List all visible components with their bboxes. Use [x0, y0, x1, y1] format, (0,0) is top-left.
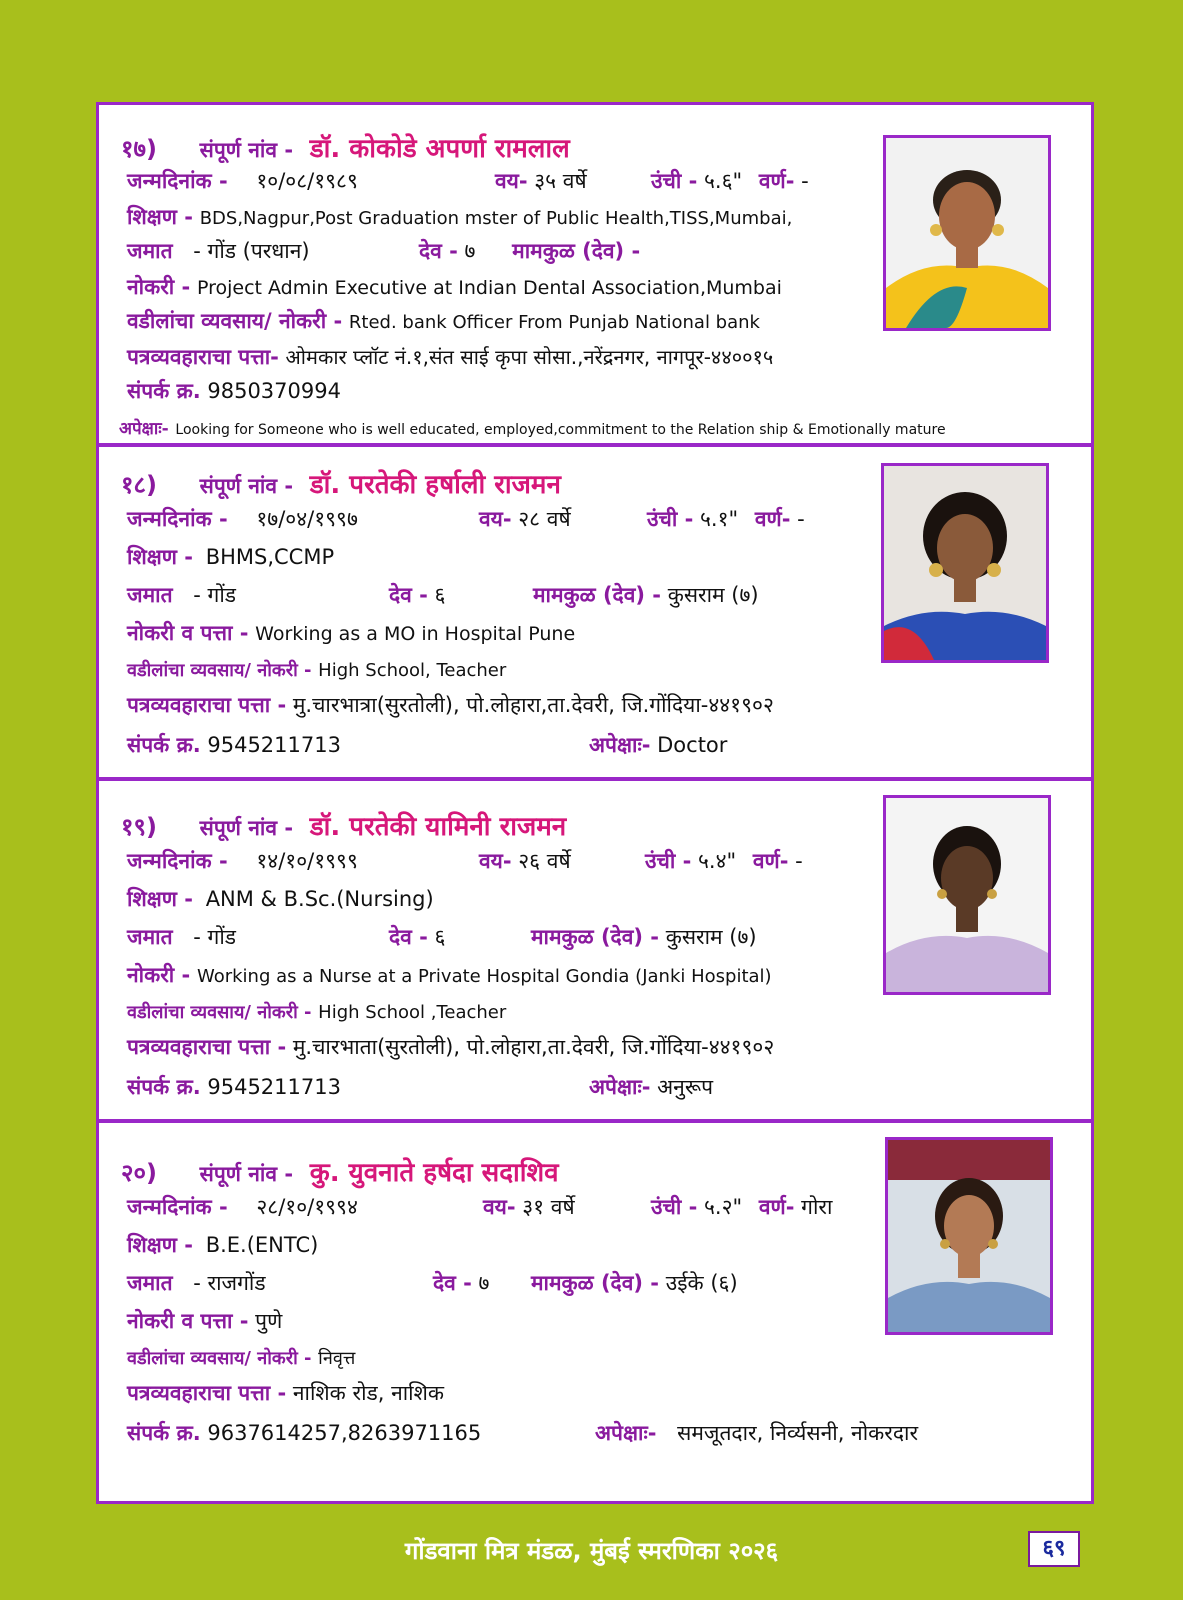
- profile-card: [99, 1123, 1091, 1501]
- expectation-label: अपेक्षाः-: [589, 733, 651, 757]
- education-label: शिक्षण -: [127, 1233, 193, 1257]
- name-label: संपूर्ण नांव -: [199, 474, 294, 498]
- full-name: कु. युवनाते हर्षदा सदाशिव: [309, 1158, 559, 1188]
- job-label: नोकरी व पत्ता -: [127, 1309, 249, 1333]
- job-label: नोकरी -: [127, 963, 191, 987]
- job-label: नोकरी व पत्ता -: [127, 621, 249, 645]
- age-label: वय-: [483, 1195, 516, 1219]
- height-label: उंची -: [645, 849, 692, 873]
- complexion-value: -: [801, 169, 809, 193]
- dob-value: १०/०८/१९८९: [256, 169, 358, 193]
- dev-label: देव -: [389, 583, 428, 607]
- job-value: Working as a MO in Hospital Pune: [255, 623, 576, 645]
- contact-value: 9545211713: [207, 1075, 341, 1099]
- profile-card: [99, 781, 1091, 1123]
- expectation-value: समजूतदार, निर्व्यसनी, नोकरदार: [677, 1421, 919, 1445]
- profile-number: २०): [121, 1159, 157, 1187]
- contact-value: 9850370994: [207, 379, 341, 403]
- portrait-image: [886, 138, 1048, 328]
- address-value: नाशिक रोड, नाशिक: [292, 1381, 445, 1405]
- expectation-label: अपेक्षाः-: [119, 419, 169, 439]
- age-value: २६ वर्षे: [518, 849, 571, 873]
- profile-photo: [881, 463, 1049, 663]
- father-label: वडीलांचा व्यवसाय/ नोकरी -: [127, 660, 312, 681]
- age-label: वय-: [479, 507, 512, 531]
- job-value: Working as a Nurse at a Private Hospital Gondia (Janki Hospital): [196, 966, 772, 987]
- father-value: निवृत्त: [318, 1348, 356, 1369]
- footer-title: गोंडवाना मित्र मंडळ, मुंबई स्मरणिका २०२६: [404, 1537, 779, 1565]
- education-label: शिक्षण -: [127, 205, 193, 229]
- contact-label: संपर्क क्र.: [127, 379, 201, 403]
- education-value: ANM & B.Sc.(Nursing): [205, 887, 434, 911]
- mamkul-value: उईके (६): [665, 1271, 738, 1295]
- community-value: - गोंड: [193, 583, 236, 607]
- dev-label: देव -: [433, 1271, 472, 1295]
- height-value: ५.१": [700, 507, 739, 531]
- profile-number: १९): [121, 813, 157, 841]
- dev-value: ७: [464, 239, 476, 263]
- height-value: ५.६": [704, 169, 743, 193]
- expectation-value: अनुरूप: [657, 1075, 714, 1099]
- contact-label: संपर्क क्र.: [127, 1075, 201, 1099]
- father-label: वडीलांचा व्यवसाय/ नोकरी -: [127, 1002, 312, 1023]
- community-label: जमात: [127, 239, 173, 263]
- expectation-label: अपेक्षाः-: [589, 1075, 651, 1099]
- community-value: - गोंड (परधान): [193, 239, 310, 263]
- portrait-image: [886, 798, 1048, 992]
- mamkul-label: मामकुळ (देव) -: [512, 239, 641, 263]
- mamkul-label: मामकुळ (देव) -: [533, 583, 662, 607]
- address-value: मु.चारभात्रा(सुरतोली), पो.लोहारा,ता.देवरी, जि.गोंदिया-४४१९०२: [292, 693, 774, 717]
- complexion-label: वर्ण-: [758, 1195, 795, 1219]
- complexion-label: वर्ण-: [752, 849, 789, 873]
- age-label: वय-: [479, 849, 512, 873]
- father-value: High School ,Teacher: [318, 1002, 507, 1023]
- job-value: पुणे: [255, 1309, 283, 1333]
- contact-label: संपर्क क्र.: [127, 1421, 201, 1445]
- profile-card: [99, 447, 1091, 781]
- dev-value: ६: [434, 925, 446, 949]
- contact-label: संपर्क क्र.: [127, 733, 201, 757]
- profile-card: [99, 105, 1091, 447]
- mamkul-value: कुसराम (७): [665, 925, 757, 949]
- expectation-label: अपेक्षाः-: [595, 1421, 657, 1445]
- dob-label: जन्मदिनांक -: [127, 169, 228, 193]
- profile-photo: [883, 795, 1051, 995]
- father-label: वडीलांचा व्यवसाय/ नोकरी -: [127, 1348, 312, 1369]
- portrait-image: [884, 466, 1046, 660]
- community-label: जमात: [127, 925, 173, 949]
- page-number: ६९: [1028, 1531, 1080, 1567]
- father-value: Rted. bank Officer From Punjab National bank: [348, 312, 760, 333]
- height-value: ५.२": [704, 1195, 743, 1219]
- job-label: नोकरी -: [127, 275, 191, 299]
- address-label: पत्रव्यवहाराचा पत्ता -: [127, 1381, 287, 1405]
- height-label: उंची -: [651, 169, 698, 193]
- profile-number: १८): [121, 471, 157, 499]
- full-name: डॉ. परतेकी यामिनी राजमन: [309, 812, 567, 842]
- education-value: BHMS,CCMP: [205, 545, 335, 569]
- age-label: वय-: [495, 169, 528, 193]
- community-value: - गोंड: [193, 925, 236, 949]
- complexion-value: गोरा: [801, 1195, 833, 1219]
- dev-value: ६: [434, 583, 446, 607]
- community-value: - राजगोंड: [193, 1271, 266, 1295]
- contact-value: 9545211713: [207, 733, 341, 757]
- expectation-value: Looking for Someone who is well educated, employed,commitment to the Relation ship & Emotionally mature: [175, 422, 946, 438]
- address-label: पत्रव्यवहाराचा पत्ता -: [127, 693, 287, 717]
- expectation-value: Doctor: [657, 733, 728, 757]
- portrait-image: [888, 1140, 1050, 1332]
- dob-label: जन्मदिनांक -: [127, 849, 228, 873]
- mamkul-label: मामकुळ (देव) -: [531, 1271, 660, 1295]
- complexion-value: -: [795, 849, 803, 873]
- dev-label: देव -: [389, 925, 428, 949]
- dob-label: जन्मदिनांक -: [127, 507, 228, 531]
- address-label: पत्रव्यवहाराचा पत्ता -: [127, 1035, 287, 1059]
- complexion-label: वर्ण-: [758, 169, 795, 193]
- height-label: उंची -: [651, 1195, 698, 1219]
- dev-value: ७: [478, 1271, 490, 1295]
- community-label: जमात: [127, 583, 173, 607]
- address-value: ओमकार प्लॉट नं.१,संत साई कृपा सोसा.,नरेंद्रनगर, नागपूर-४४००१५: [285, 345, 774, 369]
- age-value: ३५ वर्षे: [534, 169, 587, 193]
- dev-label: देव -: [419, 239, 458, 263]
- name-label: संपूर्ण नांव -: [199, 138, 294, 162]
- dob-value: २८/१०/१९९४: [256, 1195, 358, 1219]
- complexion-value: -: [797, 507, 805, 531]
- father-label: वडीलांचा व्यवसाय/ नोकरी -: [127, 309, 343, 333]
- dob-label: जन्मदिनांक -: [127, 1195, 228, 1219]
- job-value: Project Admin Executive at Indian Dental Association,Mumbai: [196, 277, 782, 299]
- profiles-frame: [96, 102, 1094, 1504]
- education-label: शिक्षण -: [127, 887, 193, 911]
- age-value: २८ वर्षे: [518, 507, 571, 531]
- height-label: उंची -: [647, 507, 694, 531]
- full-name: डॉ. परतेकी हर्षाली राजमन: [309, 470, 561, 500]
- dob-value: १४/१०/१९९९: [256, 849, 358, 873]
- age-value: ३१ वर्षे: [522, 1195, 575, 1219]
- name-label: संपूर्ण नांव -: [199, 816, 294, 840]
- mamkul-label: मामकुळ (देव) -: [531, 925, 660, 949]
- profile-photo: [883, 135, 1051, 331]
- height-value: ५.४": [698, 849, 737, 873]
- education-value: BDS,Nagpur,Post Graduation mster of Public Health,TISS,Mumbai,: [199, 208, 793, 229]
- name-label: संपूर्ण नांव -: [199, 1162, 294, 1186]
- profile-photo: [885, 1137, 1053, 1335]
- address-label: पत्रव्यवहाराचा पत्ता-: [127, 345, 279, 369]
- complexion-label: वर्ण-: [754, 507, 791, 531]
- education-value: B.E.(ENTC): [205, 1233, 319, 1257]
- father-value: High School, Teacher: [318, 660, 507, 681]
- contact-value: 9637614257,8263971165: [207, 1421, 482, 1445]
- full-name: डॉ. कोकोडे अपर्णा रामलाल: [309, 134, 570, 164]
- community-label: जमात: [127, 1271, 173, 1295]
- education-label: शिक्षण -: [127, 545, 193, 569]
- dob-value: १७/०४/१९९७: [256, 507, 358, 531]
- profile-number: १७): [121, 135, 157, 163]
- address-value: मु.चारभाता(सुरतोली), पो.लोहारा,ता.देवरी, जि.गोंदिया-४४१९०२: [292, 1035, 775, 1059]
- mamkul-value: कुसराम (७): [667, 583, 759, 607]
